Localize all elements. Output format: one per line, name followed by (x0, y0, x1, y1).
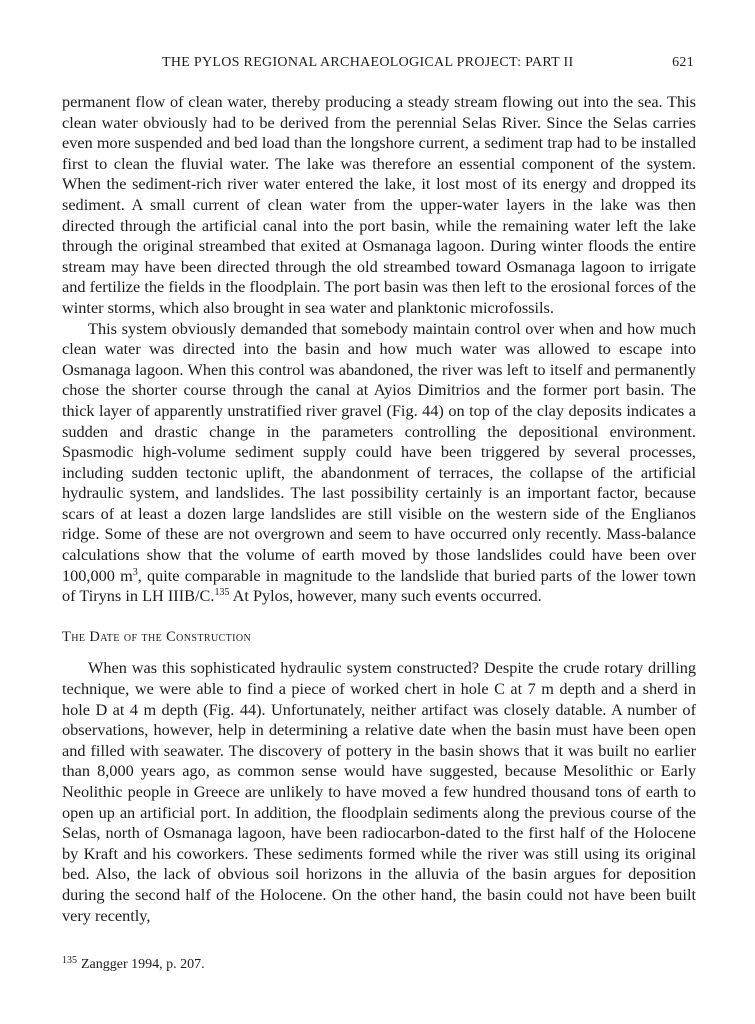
paragraph: permanent flow of clean water, thereby producing a steady stream flowing out into the sea. This clean water obviously had to be derived from the perennial Selas River. Since the Selas carries even more suspended and bed load than the longshore current, a sediment trap had to be installed first to clean the fluvial water. The lake was therefore an essential component of the system. When the sediment-rich river water entered the lake, it lost most of its energy and dropped its sediment. A small current of clean water from the upper-water layers in the lake was then directed through the artificial canal into the port basin, while the remaining water left the lake through the original streambed that exited at Osmanaga lagoon. During winter floods the entire stream may have been directed through the old streambed toward Osmanaga lagoon to irrigate and fertilize the fields in the floodplain. The port basin was then left to the erosional forces of the winter storms, which also brought in sea water and planktonic microfossils. (62, 92, 696, 317)
footnote (62, 954, 696, 973)
section-heading: The Date of the Construction (62, 628, 252, 645)
body-text (62, 92, 696, 926)
paragraph-text: This system obviously demanded that somebody maintain control over when and how much clean water was directed into the basin and how much water was allowed to escape into Osmanaga lagoon. When this control was abandoned, the river was left to itself and permanently chose the shorter course through the canal at Ayios Dimitrios and the former port basin. The thick layer of apparently unstratified river gravel (Fig. 44) on top of the clay deposits indicates a sudden and drastic change in the parameters controlling the depositional environment. Spasmodic high-volume sediment supply could have been triggered by several processes, including sudden tectonic uplift, the abandonment of terraces, the collapse of the artificial hydraulic system, and landslides. The last possibility certainly is an important factor, because scars of at least a dozen large landslides are still visible on the western side of the Englianos ridge. Some of these are not overgrown and seem to have occurred only recently. Mass-balance calculations show that the volume of earth moved by those landslides could have been over 100,000 m (62, 318, 696, 585)
page-number: 621 (672, 55, 694, 70)
running-title: THE PYLOS REGIONAL ARCHAEOLOGICAL PROJECT: PART II (162, 55, 574, 70)
footnotes (62, 954, 696, 973)
footnote-reference[interactable]: 135 (214, 587, 230, 599)
paragraph-text: , quite comparable in magnitude to the landslide that buried parts of the lower town of Tiryns in LH IIIB/C. (62, 565, 697, 606)
paragraph: When was this sophisticated hydraulic system constructed? Despite the crude rotary drilling technique, we were able to find a piece of worked chert in hole C at 7 m depth and a sherd in hole D at 4 m depth (Fig. 44). Unfortunately, neither artifact was closely datable. A number of observations, however, help in determining a relative date when the basin must have been open and filled with seawater. The discovery of pottery in the basin shows that it was built no earlier than 8,000 years ago, as common sense would have suggested, because Mesolithic or Early Neolithic people in Greece are unlikely to have moved a few hundred thousand tons of earth to open up an artificial port. In addition, the floodplain sediments along the previous course of the Selas, north of Osmanaga lagoon, have been radiocarbon-dated to the first half of the Holocene by Kraft and his coworkers. These sediments formed while the river was still using its original bed. Also, the lack of obvious soil horizons in the alluvia of the basin argues for deposition during the second half of the Holocene. On the other hand, the basin could not have been built very recently, (62, 658, 696, 925)
unit-superscript: 3 (132, 566, 138, 578)
page-header (62, 55, 694, 77)
footnote-text: Zangger 1994, p. 207. (81, 957, 205, 972)
paragraph-text: At Pylos, however, many such events occurred. (229, 586, 542, 606)
paragraph (62, 319, 696, 607)
footnote-number: 135 (62, 954, 77, 966)
